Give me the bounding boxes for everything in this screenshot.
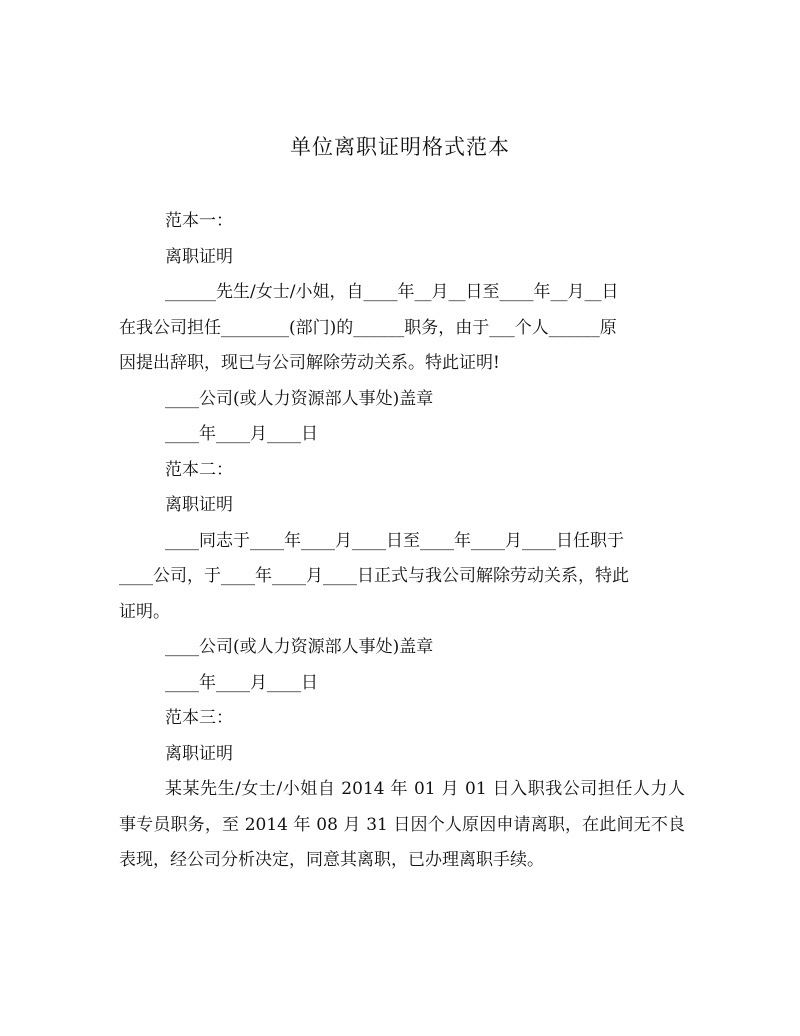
sample2-subtitle: 离职证明 [165,495,233,515]
sample1-subtitle: 离职证明 [165,246,233,267]
sample2-line2: ____公司，于____年____月____日正式与我公司解除劳动关系，特此 [119,566,629,586]
sample2-date: ____年____月____日 [165,672,318,693]
sample2-line1: ____同志于____年____月____日至____年____月____日任职于 [165,530,624,551]
sample1-line2: 在我公司担任________(部门)的______职务，由于___个人______原 [119,317,617,338]
sample1-line1: ______先生/女士/小姐，自____年__月__日至____年__月__日 [165,282,619,302]
sample2-line3: 证明。 [119,601,170,622]
sample2-heading: 范本二： [165,459,233,480]
sample1-heading: 范本一： [165,211,233,231]
document-title: 单位离职证明格式范本 [290,135,510,159]
document-body [119,204,685,879]
sample1-date: ____年____月____日 [165,424,318,444]
sample3-paragraph: 某某先生/女士/小姐自 2014 年 01 月 01 日入职我公司担任人力人事专员职务，至 2014 年 08 月 31 日因个人原因申请离职，在此间无不良表现，经公司分析决定，同意其离职，已办理离职手续。 [119,779,685,870]
sample1-line3: 因提出辞职，现已与公司解除劳动关系。特此证明! [119,353,500,373]
sample3-heading: 范本三： [165,708,233,728]
sample1-seal: ____公司(或人力资源部人事处)盖章 [165,388,434,409]
sample3-subtitle: 离职证明 [165,743,233,764]
sample2-seal: ____公司(或人力资源部人事处)盖章 [165,637,434,657]
